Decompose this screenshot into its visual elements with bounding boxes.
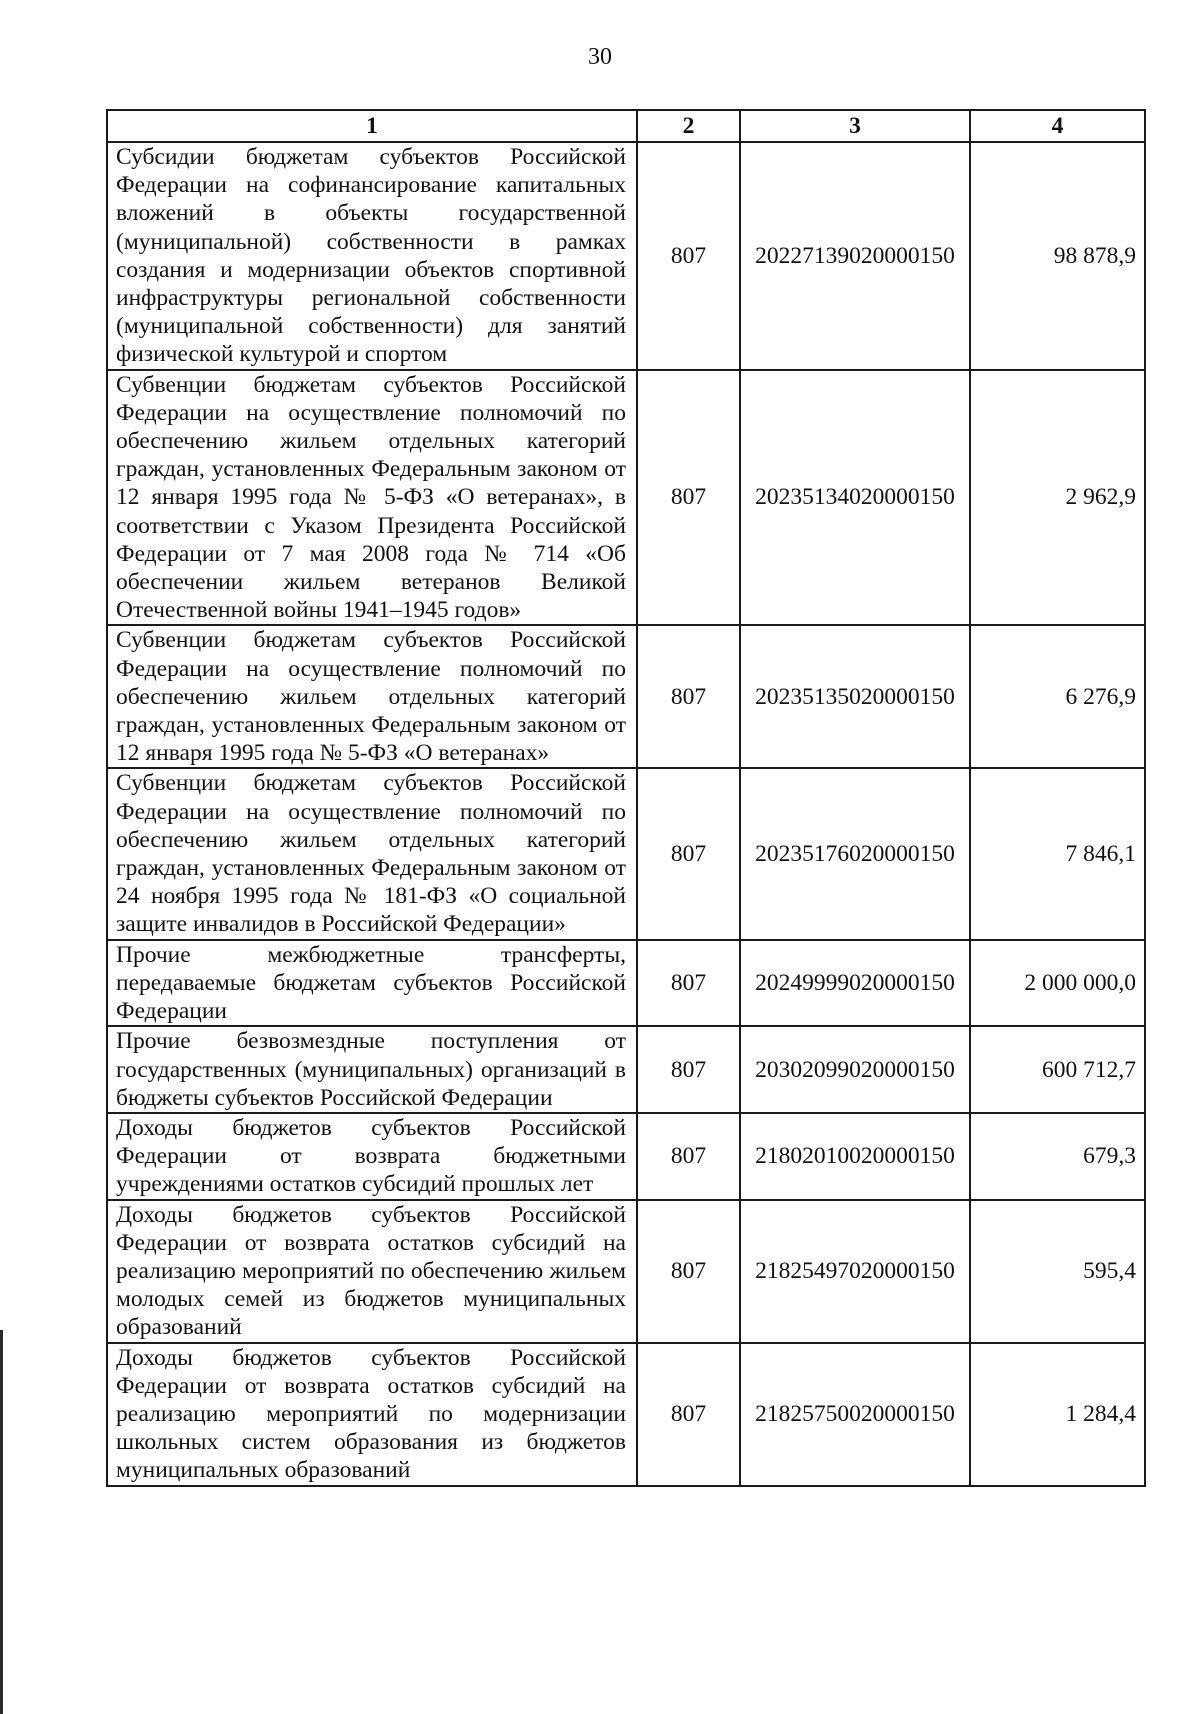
row-admin-code: 807 xyxy=(637,940,740,1027)
row-kbk-code: 20249999020000150 xyxy=(740,940,970,1027)
row-description: Доходы бюджетов субъектов Российской Федерации от возврата остатков субсидий на реализацию мероприятий по модернизации школьных систем образования из бюджетов муниципальных образований xyxy=(107,1343,637,1486)
row-description: Субвенции бюджетам субъектов Российской Федерации на осуществление полномочий по обеспечению жильем отдельных категорий граждан, установленных Федеральным законом от 24 ноября 1995 года № 181-ФЗ «О социальной защите инвалидов в Российской Федерации» xyxy=(107,768,637,939)
row-admin-code: 807 xyxy=(637,1113,740,1200)
table-row xyxy=(107,370,1145,626)
row-amount: 7 846,1 xyxy=(970,768,1145,939)
row-admin-code: 807 xyxy=(637,142,740,370)
row-amount: 595,4 xyxy=(970,1200,1145,1343)
row-description: Субвенции бюджетам субъектов Российской Федерации на осуществление полномочий по обеспечению жильем отдельных категорий граждан, установленных Федеральным законом от 12 января 1995 года № 5-ФЗ «О ветеранах», в соответствии с Указом Президента Российской Федерации от 7 мая 2008 года № 714 «Об обеспечении жильем ветеранов Великой Отечественной войны 1941–1945 годов» xyxy=(107,370,637,626)
column-header: 1 xyxy=(107,110,637,142)
row-amount: 2 962,9 xyxy=(970,370,1145,626)
row-description: Субсидии бюджетам субъектов Российской Федерации на софинансирование капитальных вложений в объекты государственной (муниципальной) собственности в рамках создания и модернизации объектов спортивной инфраструктуры региональной собственности (муниципальной собственности) для занятий физической культурой и спортом xyxy=(107,142,637,370)
scan-edge-shadow xyxy=(0,1330,3,1714)
row-admin-code: 807 xyxy=(637,625,740,768)
row-kbk-code: 20227139020000150 xyxy=(740,142,970,370)
row-kbk-code: 21825750020000150 xyxy=(740,1343,970,1486)
row-admin-code: 807 xyxy=(637,1026,740,1113)
table-row xyxy=(107,1026,1145,1113)
row-description: Прочие безвозмездные поступления от государственных (муниципальных) организаций в бюджеты субъектов Российской Федерации xyxy=(107,1026,637,1113)
row-amount: 98 878,9 xyxy=(970,142,1145,370)
row-kbk-code: 20235176020000150 xyxy=(740,768,970,939)
row-kbk-code: 21825497020000150 xyxy=(740,1200,970,1343)
table-row xyxy=(107,768,1145,939)
table-row xyxy=(107,142,1145,370)
table-row xyxy=(107,1200,1145,1343)
table-row xyxy=(107,1113,1145,1200)
table-row xyxy=(107,625,1145,768)
row-admin-code: 807 xyxy=(637,768,740,939)
table-header-row xyxy=(107,110,1145,142)
row-description: Субвенции бюджетам субъектов Российской Федерации на осуществление полномочий по обеспечению жильем отдельных категорий граждан, установленных Федеральным законом от 12 января 1995 года № 5-ФЗ «О ветеранах» xyxy=(107,625,637,768)
row-kbk-code: 20302099020000150 xyxy=(740,1026,970,1113)
revenue-table xyxy=(106,109,1146,1487)
row-amount: 1 284,4 xyxy=(970,1343,1145,1486)
column-header: 3 xyxy=(740,110,970,142)
row-description: Прочие межбюджетные трансферты, передаваемые бюджетам субъектов Российской Федерации xyxy=(107,940,637,1027)
row-description: Доходы бюджетов субъектов Российской Федерации от возврата бюджетными учреждениями остатков субсидий прошлых лет xyxy=(107,1113,637,1200)
row-amount: 6 276,9 xyxy=(970,625,1145,768)
row-amount: 600 712,7 xyxy=(970,1026,1145,1113)
table-row xyxy=(107,1343,1145,1486)
row-kbk-code: 20235135020000150 xyxy=(740,625,970,768)
row-description: Доходы бюджетов субъектов Российской Федерации от возврата остатков субсидий на реализацию мероприятий по обеспечению жильем молодых семей из бюджетов муниципальных образований xyxy=(107,1200,637,1343)
column-header: 4 xyxy=(970,110,1145,142)
page-number: 30 xyxy=(588,44,612,70)
row-amount: 2 000 000,0 xyxy=(970,940,1145,1027)
column-header: 2 xyxy=(637,110,740,142)
row-amount: 679,3 xyxy=(970,1113,1145,1200)
row-admin-code: 807 xyxy=(637,1343,740,1486)
row-admin-code: 807 xyxy=(637,370,740,626)
row-kbk-code: 20235134020000150 xyxy=(740,370,970,626)
table-row xyxy=(107,940,1145,1027)
row-admin-code: 807 xyxy=(637,1200,740,1343)
row-kbk-code: 21802010020000150 xyxy=(740,1113,970,1200)
